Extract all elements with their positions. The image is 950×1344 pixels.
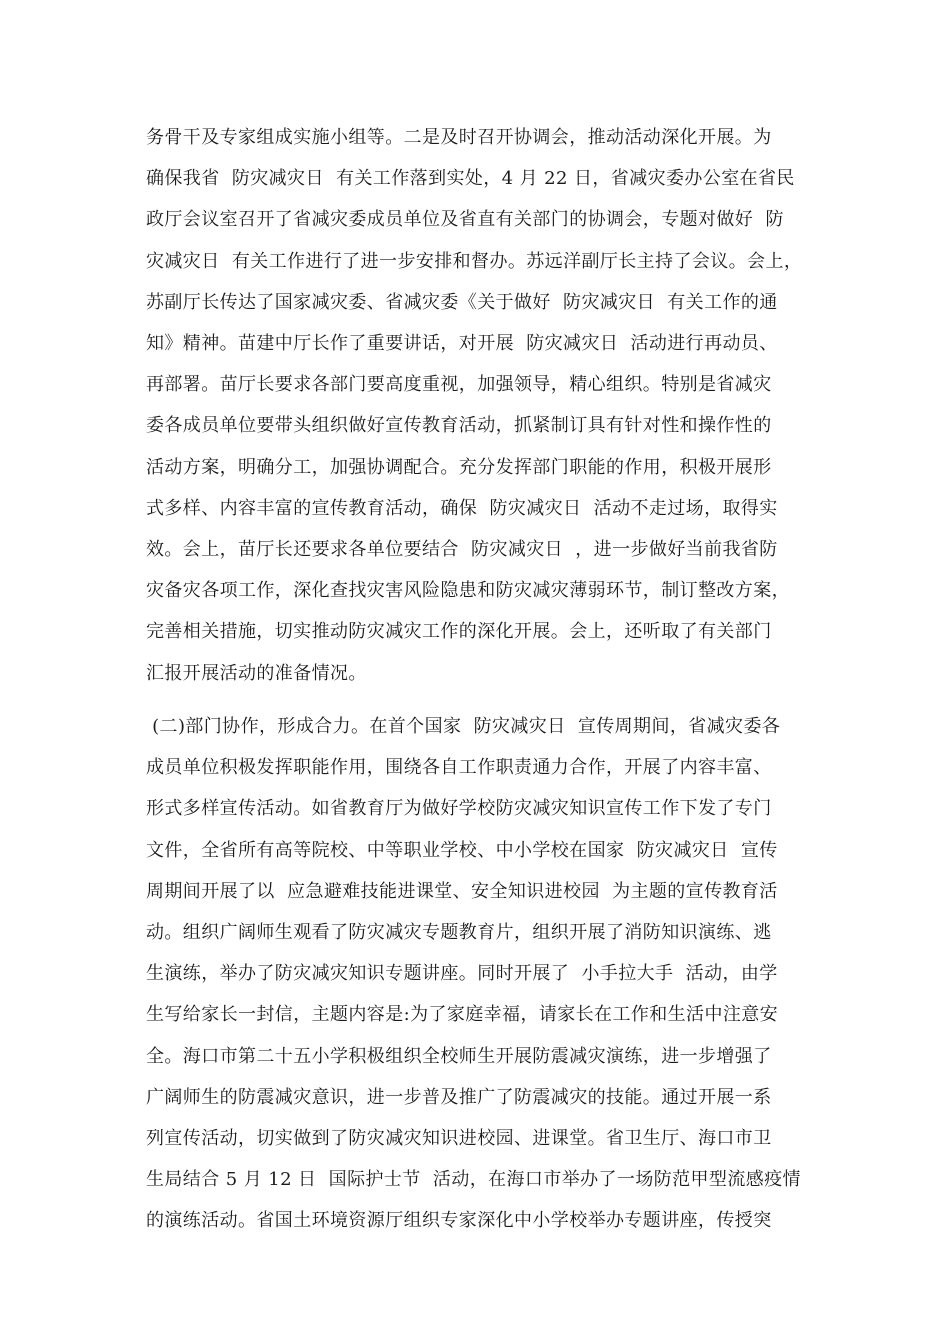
paragraph-1-line: 汇报开展活动的准备情况。 bbox=[146, 662, 367, 684]
paragraph-1-line: 完善相关措施，切实推动防灾减灾工作的深化开展。会上，还听取了有关部门 bbox=[146, 621, 772, 643]
paragraph-1-line: 务骨干及专家组成实施小组等。二是及时召开协调会，推动活动深化开展。为 bbox=[146, 127, 772, 148]
paragraph-1-line: 委各成员单位要带头组织做好宣传教育活动，抓紧制订具有针对性和操作性的 bbox=[146, 415, 772, 437]
paragraph-1-line: 政厅会议室召开了省减灾委成员单位及省直有关部门的协调会，专题对做好 防 bbox=[146, 209, 784, 231]
paragraph-2-line: 形式多样宣传活动。如省教育厅为做好学校防灾减灾知识宣传工作下发了专门 bbox=[146, 798, 772, 820]
paragraph-2-line: 成员单位积极发挥职能作用，围绕各自工作职责通力合作，开展了内容丰富、 bbox=[146, 757, 772, 779]
paragraph-1-line: 再部署。苗厅长要求各部门要高度重视，加强领导，精心组织。特别是省减灾 bbox=[146, 374, 772, 396]
paragraph-1-line: 确保我省 防灾减灾日 有关工作落到实处，4 月 22 日，省减灾委办公室在省民 bbox=[146, 168, 795, 190]
paragraph-2-line: 的演练活动。省国土环境资源厅组织专家深化中小学校举办专题讲座，传授突 bbox=[146, 1210, 772, 1232]
paragraph-2-line: 全。海口市第二十五小学积极组织全校师生开展防震减灾演练，进一步增强了 bbox=[146, 1045, 772, 1067]
paragraph-1-line: 活动方案，明确分工，加强协调配合。充分发挥部门职能的作用，积极开展形 bbox=[146, 456, 772, 478]
paragraph-1-line: 知》精神。苗建中厅长作了重要讲话，对开展 防灾减灾日 活动进行再动员、 bbox=[146, 333, 778, 354]
paragraph-2-line: 动。组织广阔师生观看了防灾减灾专题教育片，组织开展了消防知识演练、逃 bbox=[146, 922, 772, 943]
paragraph-2-line: 文件，全省所有高等院校、中等职业学校、中小学校在国家 防灾减灾日 宣传 bbox=[146, 839, 778, 861]
paragraph-2-line: 生演练，举办了防灾减灾知识专题讲座。同时开展了 小手拉大手 活动，由学 bbox=[146, 963, 778, 985]
paragraph-2-line: 生写给家长一封信，主题内容是:为了家庭幸福，请家长在工作和生活中注意安 bbox=[146, 1004, 779, 1026]
paragraph-2-line: (二)部门协作，形成合力。在首个国家 防灾减灾日 宣传周期间，省减灾委各 bbox=[146, 716, 781, 737]
paragraph-1-line: 灾减灾日 有关工作进行了进一步安排和督办。苏远洋副厅长主持了会议。会上， bbox=[146, 250, 803, 272]
paragraph-1-line: 苏副厅长传达了国家减灾委、省减灾委《关于做好 防灾减灾日 有关工作的通 bbox=[146, 291, 778, 313]
paragraph-2-line: 列宣传活动，切实做到了防灾减灾知识进校园、进课堂。省卫生厅、海口市卫 bbox=[146, 1128, 772, 1149]
paragraph-2-line: 广阔师生的防震减灾意识，进一步普及推广了防震减灾的技能。通过开展一系 bbox=[146, 1086, 772, 1108]
paragraph-1-line: 式多样、内容丰富的宣传教育活动，确保 防灾减灾日 活动不走过场，取得实 bbox=[146, 497, 778, 519]
paragraph-2-line: 周期间开展了以 应急避难技能进课堂、安全知识进校园 为主题的宣传教育活 bbox=[146, 880, 778, 902]
paragraph-1-line: 效。会上，苗厅长还要求各单位要结合 防灾减灾日 ，进一步做好当前我省防 bbox=[146, 539, 778, 560]
paragraph-1-line: 灾备灾各项工作，深化查找灾害风险隐患和防灾减灾薄弱环节，制订整改方案， bbox=[146, 580, 790, 602]
paragraph-2-line: 生局结合 5 月 12 日 国际护士节 活动，在海口市举办了一场防范甲型流感疫情 bbox=[146, 1169, 801, 1191]
